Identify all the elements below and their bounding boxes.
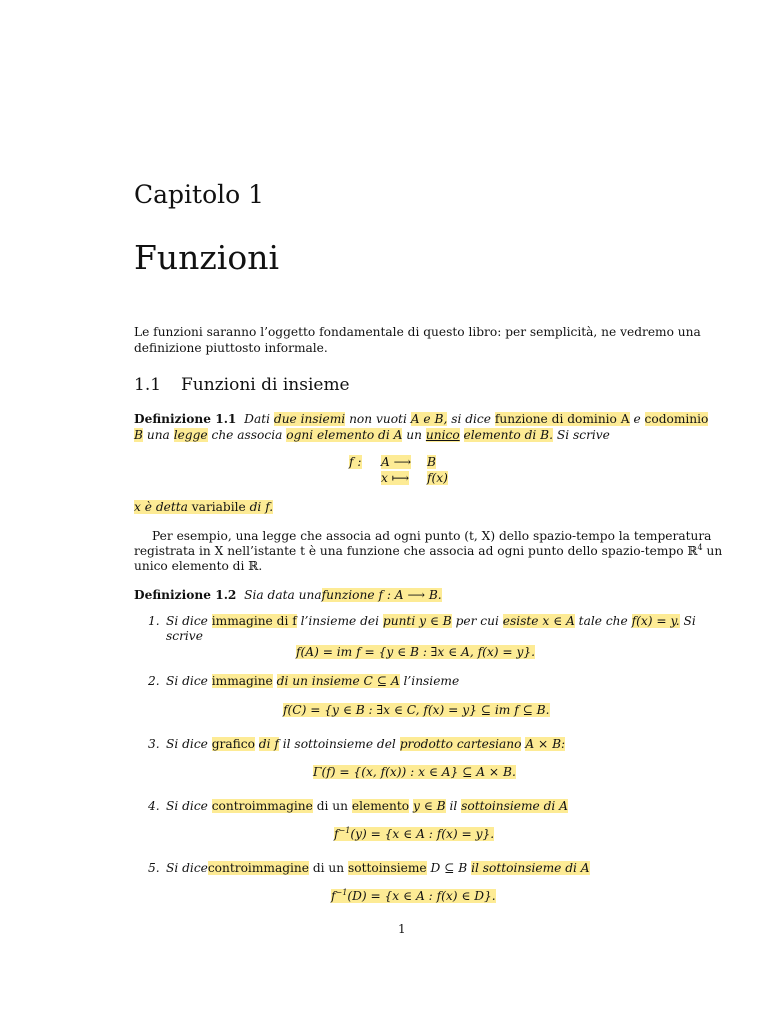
item-2-formula: f(C) = {y ∈ B : ∃x ∈ C, f(x) = y} ⊆ im f ⊆ B.: [283, 703, 550, 717]
highlight: variabile: [187, 500, 250, 514]
map-codomain: B: [427, 455, 436, 469]
highlight: elemento di B.: [463, 428, 553, 442]
map-domain: A ⟶: [381, 455, 412, 469]
example-line-1: Per esempio, una legge che associa ad ogni punto (t, X) dello spazio-tempo la temperatura: [152, 529, 712, 543]
highlight: controimmagine: [211, 799, 313, 813]
formula-text: (D) = {x ∈ A : f(x) ∈ D}.: [347, 889, 496, 903]
example-text: un: [702, 544, 723, 558]
highlight: A e B,: [410, 412, 448, 426]
highlight: di f.: [249, 500, 274, 514]
formula-sup: −1: [338, 825, 351, 835]
chapter-title: Funzioni: [134, 238, 280, 277]
item-text: Si dice: [166, 614, 212, 628]
list-item-5: [148, 860, 590, 876]
highlight: f(x) = y.: [631, 614, 680, 628]
def1-text: Si scrive: [553, 428, 610, 442]
def1-line-1: [134, 411, 708, 427]
list-item-4: [148, 798, 568, 814]
highlight: punti y ∈ B: [382, 614, 452, 628]
item-text: per cui: [451, 614, 503, 628]
highlight: sottoinsieme di A: [461, 799, 568, 813]
example-line-2: [134, 543, 722, 559]
map-fx: f(x): [427, 471, 448, 485]
highlight: legge: [173, 428, 208, 442]
item-5-formula: [331, 889, 496, 903]
formula-text: f: [334, 827, 339, 841]
item-number: 1.: [148, 614, 160, 628]
highlight: sottoinsieme: [348, 861, 427, 875]
item-text: il: [445, 799, 462, 813]
item-text: di un: [308, 861, 349, 875]
highlight: controimmagine: [207, 861, 309, 875]
list-item-2: [148, 673, 459, 689]
def1-line-2: [134, 427, 610, 443]
highlight: B: [134, 428, 143, 442]
chapter-label: Capitolo 1: [134, 180, 265, 209]
item-text: Si dice: [166, 737, 212, 751]
item-number: 3.: [148, 737, 160, 751]
highlight: ogni elemento di A: [286, 428, 403, 442]
map-f: f :: [349, 455, 362, 469]
item-text: il sottoinsieme del: [278, 737, 400, 751]
def1-text: un: [402, 428, 426, 442]
def2-heading: Definizione 1.2: [134, 588, 237, 602]
def1-text: non vuoti: [345, 412, 411, 426]
def1-text: [460, 428, 464, 442]
item-number: 5.: [148, 861, 160, 875]
highlight: codominio: [644, 412, 709, 426]
item-text: D ⊆ B: [426, 861, 472, 875]
item-number: 2.: [148, 674, 160, 688]
def1-text: che associa: [207, 428, 287, 442]
item-1-formula: f(A) = im f = {y ∈ B : ∃x ∈ A, f(x) = y}.: [296, 645, 535, 659]
highlight: due insiemi: [273, 412, 346, 426]
item-4-formula: [334, 827, 494, 841]
def2-line: [134, 587, 442, 603]
page-number: 1: [398, 922, 406, 936]
formula-sup: −1: [335, 887, 348, 897]
item-text: l’insieme: [399, 674, 460, 688]
def1-text: Dati: [244, 412, 274, 426]
highlight: A × B:: [525, 737, 566, 751]
highlight: il sottoinsieme di A: [471, 861, 590, 875]
item-text: l’insieme dei: [296, 614, 383, 628]
highlight: prodotto cartesiano: [399, 737, 522, 751]
highlight: immagine di f: [211, 614, 297, 628]
def1-text: e: [629, 412, 645, 426]
highlight: unico: [425, 428, 460, 442]
def2-text: Sia data una: [244, 588, 322, 602]
example-sup: 4: [697, 542, 703, 552]
list-item-1: [148, 613, 696, 629]
intro-line-2: definizione piuttosto informale.: [134, 341, 328, 355]
highlight: funzione di dominio A: [494, 412, 630, 426]
def1-text: si dice: [447, 412, 495, 426]
highlight: grafico: [211, 737, 255, 751]
example-line-3: unico elemento di ℝ.: [134, 559, 263, 573]
intro-line-1: Le funzioni saranno l’oggetto fondamentale di questo libro: per semplicità, ne vedremo una: [134, 325, 701, 339]
formula-text: (y) = {x ∈ A : f(x) = y}.: [350, 827, 495, 841]
item-3-formula: Γ(f) = {(x, f(x)) : x ∈ A} ⊆ A × B.: [313, 765, 516, 779]
item-text: Si dice: [166, 799, 212, 813]
item-text: Si dice: [166, 861, 208, 875]
highlight: immagine: [211, 674, 273, 688]
formula-text: f: [331, 889, 336, 903]
highlight: x è detta: [134, 500, 188, 514]
item-number: 4.: [148, 799, 160, 813]
highlight: funzione f : A ⟶ B.: [321, 588, 442, 602]
item-1-line-2: scrive: [166, 629, 203, 643]
def1-heading: Definizione 1.1: [134, 412, 237, 426]
item-text: Si: [679, 614, 696, 628]
section-heading: [134, 375, 350, 395]
def1-text: una: [142, 428, 174, 442]
highlight: di un insieme C ⊆ A: [276, 674, 400, 688]
highlight: y ∈ B: [412, 799, 446, 813]
section-title: Funzioni di insieme: [181, 375, 350, 395]
map-x: x ⟼: [381, 471, 410, 485]
item-text: Si dice: [166, 674, 212, 688]
item-text: tale che: [574, 614, 632, 628]
item-text: di un: [312, 799, 352, 813]
highlight: di f: [258, 737, 279, 751]
example-text: registrata in X nell’istante t è una funzione che associa ad ogni punto dello spazio-tempo ℝ: [134, 544, 698, 558]
def1-after: [134, 499, 273, 515]
highlight: esiste x ∈ A: [502, 614, 575, 628]
highlight: elemento: [351, 799, 410, 813]
list-item-3: [148, 736, 565, 752]
section-number: 1.1: [134, 375, 162, 395]
